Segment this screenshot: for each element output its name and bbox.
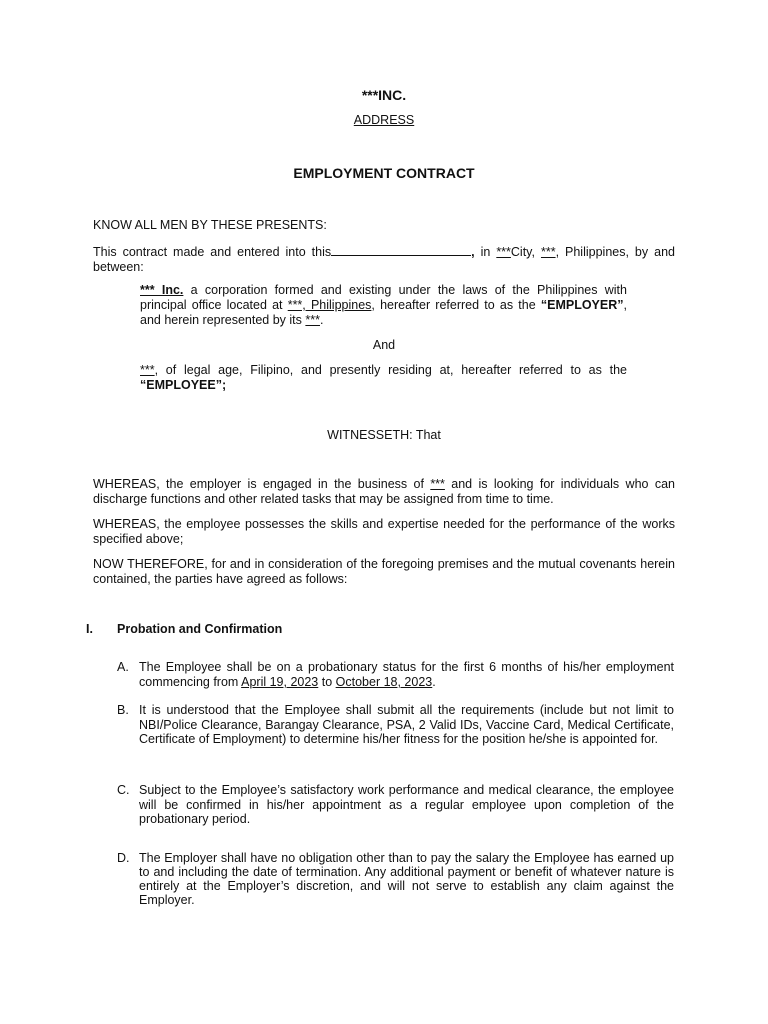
- employer-role: “EMPLOYER”: [540, 298, 624, 312]
- date-blank: [331, 243, 471, 256]
- employer-location: ***, Philippines: [287, 298, 372, 312]
- section-title: Probation and Confirmation: [117, 622, 283, 636]
- contract-intro-text: This contract made and entered into this: [93, 245, 332, 259]
- item-letter: B.: [117, 703, 129, 717]
- employer-text: .: [319, 313, 324, 327]
- employee-role: “EMPLOYEE”;: [140, 378, 227, 392]
- item-b-text: It is understood that the Employee shall submit all the requirements (include but not limit to NBI/Police Clearance, Barangay Clearance, PSA, 2 Valid IDs, Vaccine Card, Medical Certificate, Certificate of Employment) to determine his/her fitness for the position he/she is appointed for.: [139, 703, 674, 746]
- now-therefore: NOW THEREFORE, for and in consideration of the foregoing premises and the mutual covenants herein contained, the parties have agreed as follows:: [93, 557, 675, 586]
- employer-name: *** Inc.: [140, 283, 184, 297]
- employer-text: a corporation formed and existing under the laws of the Philippines with principal office located at: [140, 283, 627, 312]
- document-title: EMPLOYMENT CONTRACT: [293, 165, 475, 181]
- employer-text: , hereafter referred to as the: [371, 298, 541, 312]
- item-letter: C.: [117, 783, 130, 797]
- city-word: City,: [510, 245, 541, 259]
- company-address: ADDRESS: [353, 113, 415, 127]
- item-c-text: Subject to the Employee’s satisfactory work performance and medical clearance, the employee will be confirmed in his/her appointment as a regular employee upon completion of the probationary period.: [139, 783, 674, 826]
- company-name: ***INC.: [361, 87, 407, 103]
- comma: ,: [471, 245, 475, 259]
- whereas-1-text: WHEREAS, the employer is engaged in the business of: [93, 477, 431, 491]
- item-a-text: [139, 660, 674, 690]
- employer-representative: ***: [305, 313, 320, 327]
- witnesseth: WITNESSETH: That: [327, 428, 441, 442]
- state-placeholder: ***: [540, 245, 556, 259]
- employer-paragraph: [140, 283, 627, 328]
- business-placeholder: ***: [430, 477, 445, 491]
- end-date: October 18, 2023: [335, 675, 433, 689]
- item-d-text: The Employer shall have no obligation other than to pay the salary the Employee has earned up to and including the date of termination. Any additional payment or benefit of whatever nature is entirely at the Employer’s discretion, and will not serve to establish any claim against the Employer.: [139, 851, 674, 907]
- whereas-1-text: and is looking for individuals who can discharge functions and other related tasks that may be assigned from time to time.: [93, 477, 675, 506]
- item-letter: D.: [117, 851, 130, 865]
- item-a-mid: to: [318, 675, 336, 689]
- item-letter: A.: [117, 660, 129, 674]
- section-number: I.: [86, 622, 93, 636]
- city-placeholder: ***: [496, 245, 511, 259]
- and-label: And: [372, 338, 396, 352]
- whereas-1: [93, 477, 675, 507]
- item-a-prefix: The Employee shall be on a probationary status for the first 6 months of his/her employment commencing from: [139, 660, 674, 689]
- start-date: April 19, 2023: [241, 675, 319, 689]
- employee-paragraph: [140, 363, 627, 393]
- contract-in: in: [474, 245, 497, 259]
- contract-intro: [93, 243, 675, 275]
- employer-text: , and herein represented by its: [140, 298, 627, 327]
- item-a-suffix: .: [432, 675, 436, 689]
- whereas-2: WHEREAS, the employee possesses the skills and expertise needed for the performance of the works specified above;: [93, 517, 675, 546]
- employee-text: , of legal age, Filipino, and presently residing at, hereafter referred to as the: [154, 363, 627, 377]
- employee-name: ***: [140, 363, 155, 377]
- know-all-men: KNOW ALL MEN BY THESE PRESENTS:: [93, 218, 327, 232]
- contract-suffix: , Philippines, by and between:: [93, 245, 675, 274]
